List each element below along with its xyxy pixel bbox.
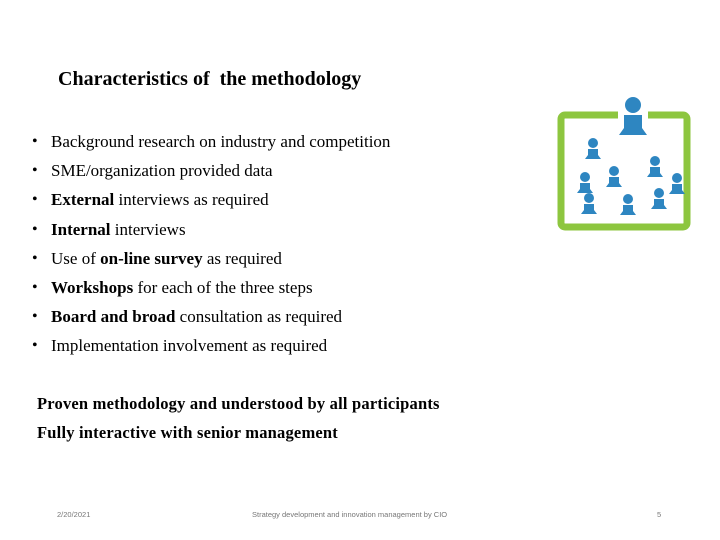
list-item: • Board and broad consultation as required	[32, 307, 343, 327]
list-item: • External interviews as required	[32, 190, 269, 210]
bullet-marker: •	[32, 278, 38, 296]
list-item: • Background research on industry and competition	[32, 132, 391, 151]
bullet-marker: •	[32, 220, 38, 238]
person-icon	[577, 172, 593, 193]
person-icon	[581, 193, 597, 214]
claim-text: Proven methodology and understood by all participants	[37, 394, 440, 413]
list-item: • Workshops for each of the three steps	[32, 277, 313, 297]
person-icon	[669, 173, 685, 194]
bullet-marker: •	[32, 308, 38, 326]
footer-caption: Strategy development and innovation management by CIO	[252, 510, 448, 519]
list-item: • Internal interviews	[32, 219, 186, 239]
person-icon	[585, 138, 601, 159]
characteristics-list	[32, 131, 390, 365]
claim-text: Fully interactive with senior management	[37, 423, 338, 442]
bullet-marker: •	[32, 337, 38, 355]
bullet-marker: •	[32, 249, 38, 267]
slide-title: Characteristics of the methodology	[58, 68, 362, 90]
bullet-marker: •	[32, 191, 38, 209]
list-item: • SME/organization provided data	[32, 161, 273, 181]
list-item: • Implementation involvement as required	[32, 336, 328, 356]
page-number: 5	[657, 510, 662, 519]
person-icon	[606, 166, 622, 187]
bullet-marker: •	[32, 133, 38, 150]
audience-figures	[577, 138, 685, 215]
person-icon	[647, 156, 663, 177]
presentation-board-people-icon	[556, 95, 692, 232]
list-item: • Use of on-line survey as required	[32, 248, 282, 268]
key-claims	[37, 393, 440, 451]
bullet-marker: •	[32, 162, 38, 180]
person-icon	[651, 188, 667, 209]
person-icon	[620, 194, 636, 215]
footer-date: 2/20/2021	[57, 510, 91, 519]
